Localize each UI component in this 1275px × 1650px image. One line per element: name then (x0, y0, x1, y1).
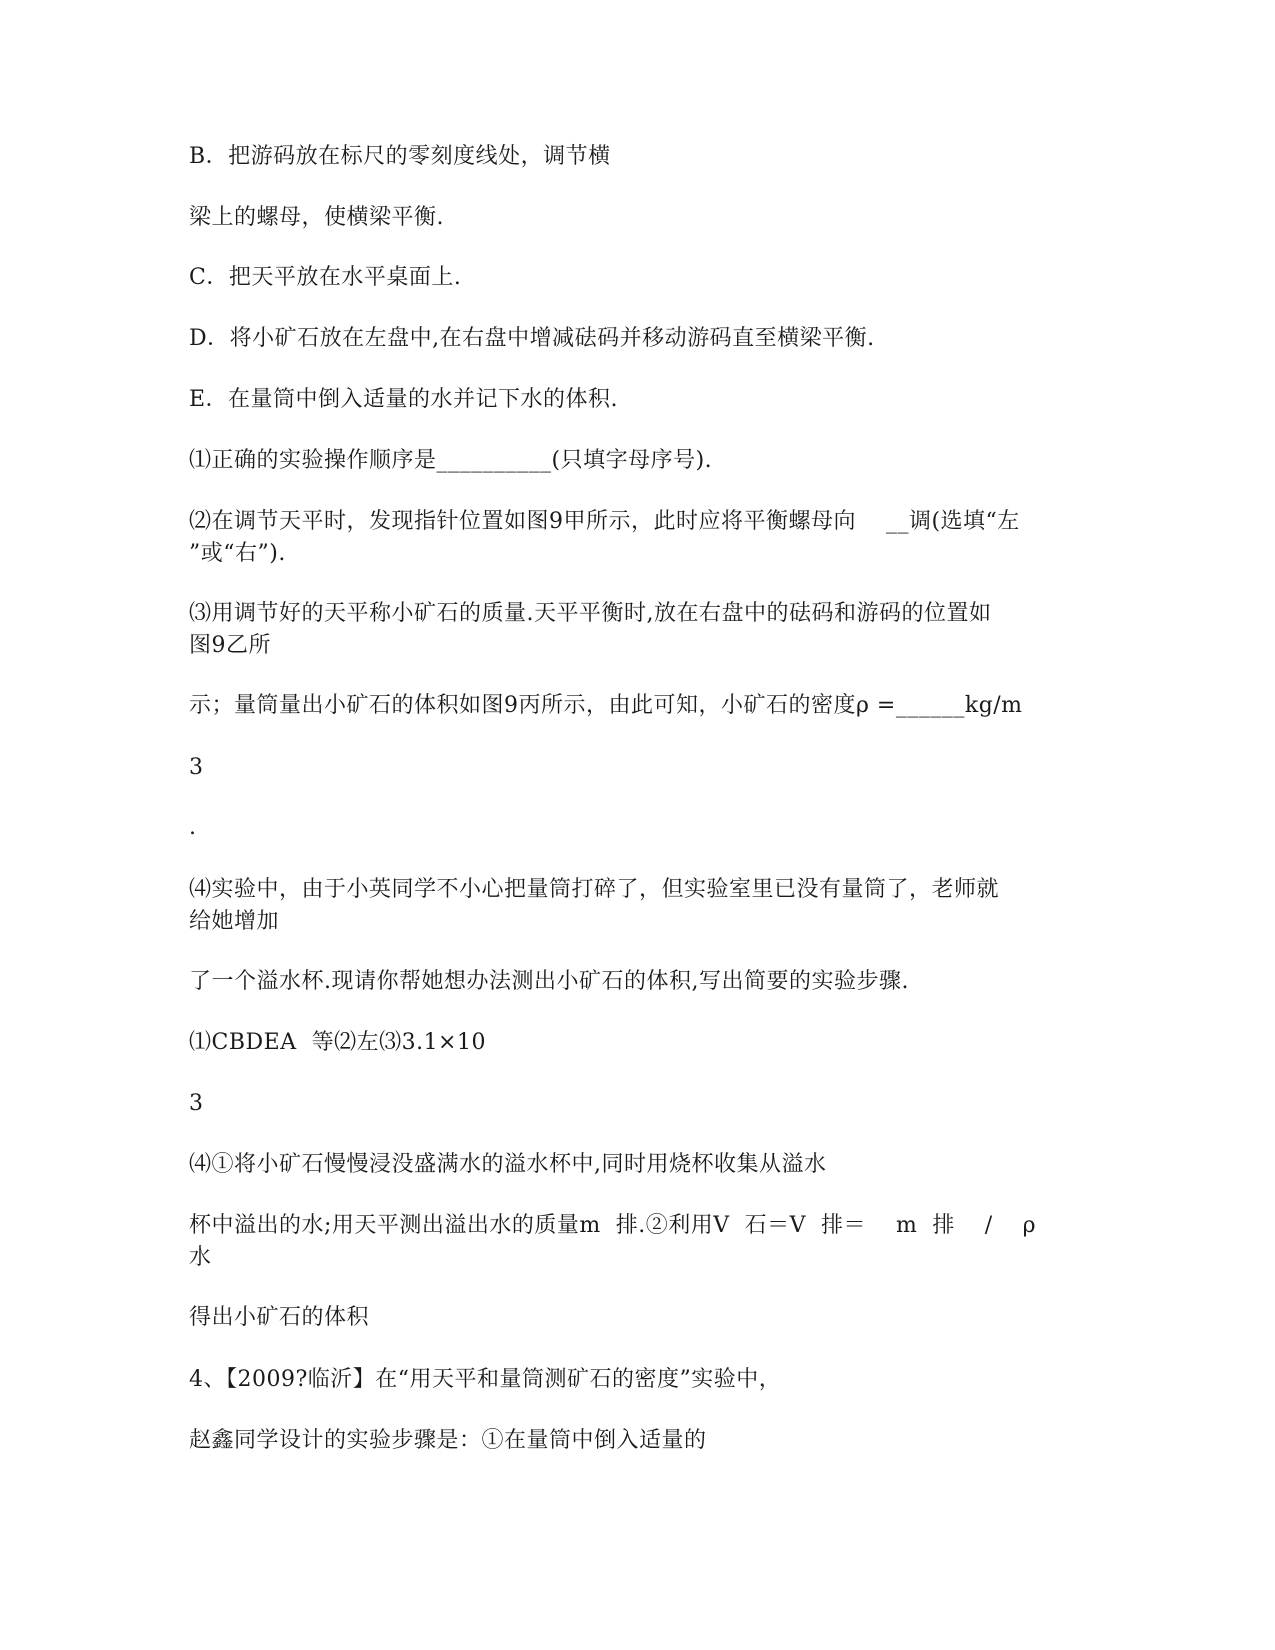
question-3-line-3: 示；量筒量出小矿石的体积如图9丙所示，由此可知，小矿石的密度ρ =______kg/m (189, 693, 1023, 718)
problem-4-line-2: 赵鑫同学设计的实验步骤是：①在量筒中倒入适量的 (189, 1428, 707, 1453)
question-4-line-3: 了一个溢水杯.现请你帮她想办法测出小矿石的体积,写出简要的实验步骤. (189, 969, 909, 994)
option-b-line-2: 梁上的螺母，使横梁平衡. (189, 205, 444, 230)
question-2-line-1: ⑵在调节天平时，发现指针位置如图9甲所示，此时应将平衡螺母向 __调(选填“左 (189, 509, 1020, 534)
question-4-line-2: 给她增加 (189, 909, 280, 934)
question-3-line-2: 图9乙所 (189, 633, 271, 658)
answer-line-5: 得出小矿石的体积 (189, 1305, 370, 1330)
option-b-line-1: B．把游码放在标尺的零刻度线处，调节横 (189, 144, 611, 169)
option-d: D．将小矿石放在左盘中,在右盘中增减砝码并移动游码直至横梁平衡. (189, 326, 875, 351)
answer-line-2: ⑷①将小矿石慢慢浸没盛满水的溢水杯中,同时用烧杯收集从溢水 (189, 1152, 827, 1177)
option-e: E．在量筒中倒入适量的水并记下水的体积. (189, 387, 619, 412)
question-1: ⑴正确的实验操作顺序是__________(只填字母序号). (189, 448, 713, 473)
problem-4-line-1: 4、【2009?临沂】在“用天平和量筒测矿石的密度”实验中， (189, 1367, 782, 1392)
period-line: . (189, 815, 197, 840)
question-2-line-2: ”或“右”). (189, 541, 286, 566)
answer-line-3: 杯中溢出的水;用天平测出溢出水的质量m 排.②利用V 石＝V 排＝ m 排 / ρ (189, 1213, 1037, 1238)
question-4-line-1: ⑷实验中，由于小英同学不小心把量筒打碎了，但实验室里已没有量筒了，老师就 (189, 877, 1000, 902)
answer-superscript-3: 3 (189, 1091, 204, 1116)
option-c: C．把天平放在水平桌面上. (189, 265, 462, 290)
answer-line-4: 水 (189, 1245, 212, 1270)
question-3-line-1: ⑶用调节好的天平称小矿石的质量.天平平衡时,放在右盘中的砝码和游码的位置如 (189, 601, 992, 626)
answer-line-1: ⑴CBDEA 等⑵左⑶3.1×10 (189, 1030, 486, 1055)
superscript-3: 3 (189, 755, 204, 780)
